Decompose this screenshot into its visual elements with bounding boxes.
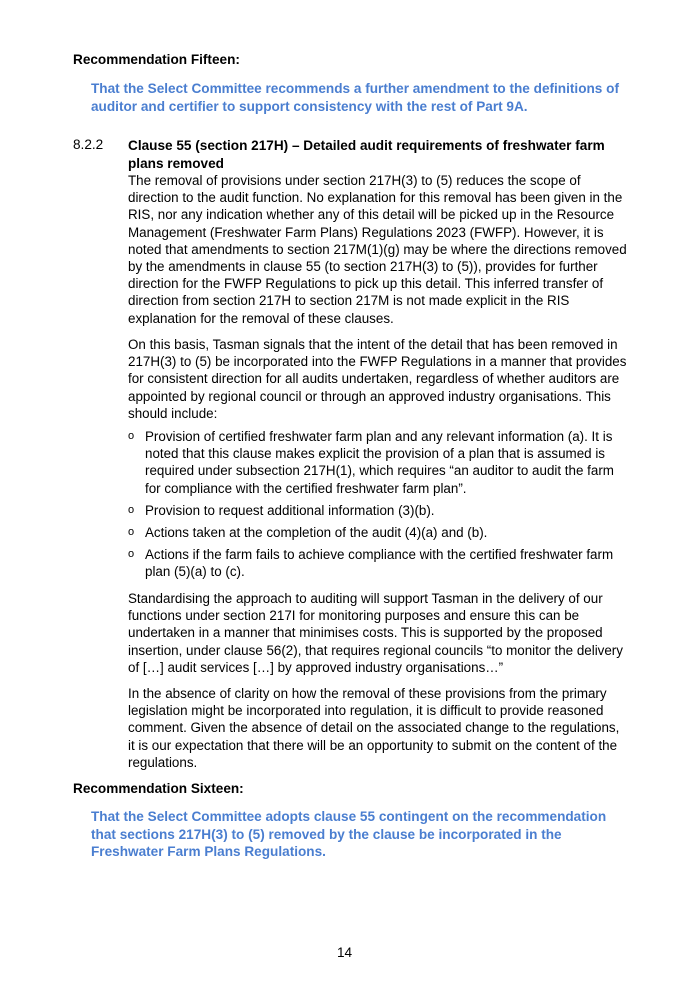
list-item-line: Actions taken at the completion of the audit (4)(a) and (b).: [145, 525, 488, 541]
paragraph-line: it is our expectation that there will be an opportunity to submit on the content of the: [128, 737, 618, 753]
bullet-circle-icon: o: [128, 503, 135, 516]
paragraph-line: undertaken in a manner that minimises costs. This is supported by the proposed: [128, 625, 603, 641]
paragraph-line: Standardising the approach to auditing will support Tasman in the delivery of our: [128, 591, 603, 606]
list-item-line: noted that this clause makes explicit the provision of a plan that is assumed is: [145, 446, 605, 462]
recommendation-sixteen-heading: Recommendation Sixteen:: [73, 781, 244, 796]
paragraph-removal-of-provisions: [128, 172, 655, 327]
paragraph-standardising-approach: [128, 590, 655, 676]
paragraph-line: noted that amendments to section 217M(1)(g) may be where the directions removed: [128, 241, 627, 257]
paragraph-line: regulations.: [128, 754, 198, 770]
recommendation-sixteen-text: [91, 808, 651, 861]
paragraph-line: comment. Given the absence of detail on the associated change to the regulations,: [128, 720, 620, 736]
paragraph-line: should include:: [128, 405, 218, 421]
paragraph-line: appointed by regional council or through an approved industry organisations. This: [128, 388, 611, 404]
paragraph-line: direction to the audit function. No explanation for this removal has been given in the: [128, 190, 623, 206]
paragraph-tasman-signals: [128, 336, 655, 422]
list-item: [128, 524, 655, 541]
list-item-line: Provision of certified freshwater farm plan and any relevant information (a). It is: [145, 429, 613, 444]
paragraph-line: for consistent direction for all audits undertaken, regardless of whether auditors are: [128, 371, 620, 387]
section-title: [128, 137, 648, 172]
bullet-circle-icon: o: [128, 526, 135, 539]
recommendation-sixteen-line: That the Select Committee adopts clause 55 contingent on the recommendation: [91, 809, 607, 824]
paragraph-line: direction for the FWFP Regulations to pick up this detail. This inferred transfer of: [128, 276, 604, 292]
list-item-line: required under subsection 217H(1), which requires “an auditor to audit the farm: [145, 463, 614, 479]
list-item-line: Actions if the farm fails to achieve compliance with the certified freshwater farm: [145, 547, 614, 563]
paragraph-line: The removal of provisions under section 217H(3) to (5) reduces the scope of: [128, 173, 581, 188]
recommendation-fifteen-text: [91, 80, 651, 115]
recommendation-fifteen-heading: Recommendation Fifteen:: [73, 52, 240, 67]
paragraph-line: On this basis, Tasman signals that the intent of the detail that has been removed in: [128, 337, 618, 352]
paragraph-line: Management (Freshwater Farm Plans) Regulations 2023 (FWFP). However, it is: [128, 224, 604, 240]
paragraph-absence-of-clarity: [128, 685, 655, 771]
paragraph-line: legislation might be incorporated into regulation, it is difficult to provide reasoned: [128, 703, 604, 719]
paragraph-line: direction from section 217H to section 217M is not made explicit in the RIS: [128, 293, 570, 309]
recommendation-fifteen-line: auditor and certifier to support consistency with the rest of Part 9A.: [91, 98, 528, 114]
bullet-circle-icon: o: [128, 548, 135, 561]
bullet-circle-icon: o: [128, 430, 135, 442]
paragraph-line: functions under section 217I for monitoring purposes and ensure this can be: [128, 608, 580, 624]
paragraph-line: explanation for the removal of these clauses.: [128, 310, 394, 326]
page-number: 14: [336, 945, 353, 960]
section-title-line: Clause 55 (section 217H) – Detailed audit requirements of freshwater farm: [128, 138, 605, 153]
paragraph-line: 217H(3) to (5) be incorporated into the FWFP Regulations in a manner that provides: [128, 354, 627, 370]
list-item-line: for compliance with the certified freshwater farm plan”.: [145, 480, 467, 496]
list-item: [128, 546, 655, 580]
paragraph-line: RIS, nor any indication whether any of this detail will be picked up in the Resource: [128, 207, 615, 223]
recommendation-sixteen-line: Freshwater Farm Plans Regulations.: [91, 844, 326, 859]
paragraph-line: of […] audit services […] by approved industry organisations…”: [128, 659, 504, 675]
list-item: [128, 502, 655, 519]
list-item: [128, 428, 655, 497]
section-title-line: plans removed: [128, 155, 224, 171]
paragraph-line: insertion, under clause 56(2), that requires regional councils “to monitor the delivery: [128, 642, 623, 658]
section-number: 8.2.2: [73, 137, 104, 152]
list-item-line: Provision to request additional information (3)(b).: [145, 502, 435, 518]
recommendation-fifteen-line: That the Select Committee recommends a further amendment to the definitions of: [91, 81, 619, 96]
paragraph-line: by the amendments in clause 55 (to section 217H(3) to (5)), provides for further: [128, 259, 598, 275]
recommendation-sixteen-line: that sections 217H(3) to (5) removed by the clause be incorporated in the: [91, 826, 562, 842]
list-item-line: plan (5)(a) to (c).: [145, 564, 245, 580]
paragraph-line: In the absence of clarity on how the removal of these provisions from the primary: [128, 686, 607, 701]
bullet-list-audit-provisions: [128, 428, 655, 581]
